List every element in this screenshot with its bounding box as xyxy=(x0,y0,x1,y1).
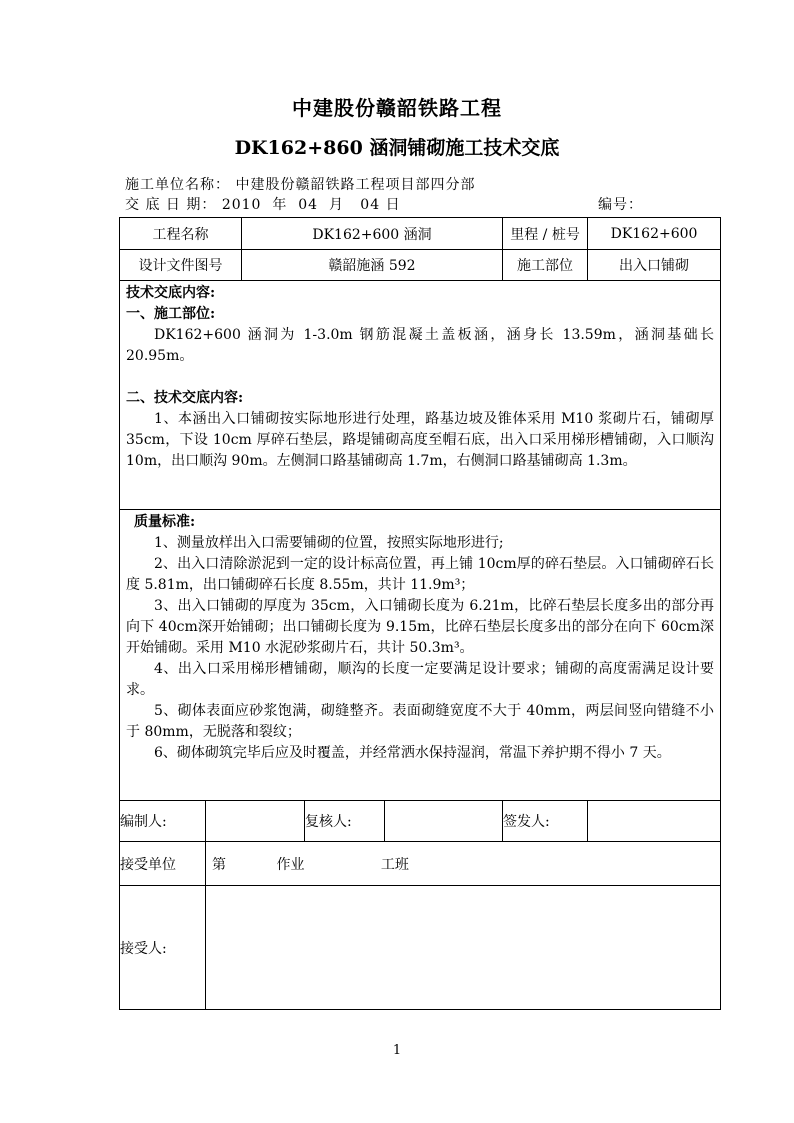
issuer-value xyxy=(588,801,721,842)
handover-date-label: 交 底 日 期： xyxy=(125,197,217,213)
drawing-number-label: 设计文件图号 xyxy=(120,250,242,281)
reviewer-value xyxy=(385,801,503,842)
quality-item: 2、出入口清除淤泥到一定的设计标高位置，再上铺 10cm厚的碎石垫层。入口铺砌碎石长度 5.81m，出口铺砌碎石长度 8.55m，共计 11.9m³； xyxy=(126,556,715,593)
quality-item: 4、出入口采用梯形槽铺砌，顺沟的长度一定要满足设计要求；铺砌的高度需满足设计要求。 xyxy=(126,661,715,698)
quality-standard-title: 质量标准: xyxy=(134,514,196,530)
quality-standard-cell xyxy=(120,510,721,801)
receiver-unit-value xyxy=(206,842,721,886)
receiver-unit-part-2: 作业 xyxy=(276,856,305,873)
mileage-value: DK162+600 xyxy=(588,218,721,250)
section2-title: 二、技术交底内容: xyxy=(126,390,244,406)
section1-title: 一、施工部位: xyxy=(126,306,216,322)
handover-table xyxy=(119,217,721,1010)
reviewer-label: 复核人: xyxy=(305,801,385,842)
receiver-signature-area xyxy=(206,886,721,1010)
construction-unit-row xyxy=(125,174,475,194)
drawing-number-value: 赣韶施涵 592 xyxy=(242,250,503,281)
document-title: 中建股份赣韶铁路工程 xyxy=(292,96,502,120)
page-number: 1 xyxy=(392,1043,402,1058)
construction-part-label: 施工部位 xyxy=(503,250,588,281)
quality-item: 5、砌体表面应砂浆饱满，砌缝整齐。表面砌缝宽度不大于 40mm，两层间竖向错缝不小于 80mm，无脱落和裂纹； xyxy=(126,703,715,740)
section1-text: DK162+600 涵洞为 1-3.0m 钢筋混凝土盖板涵，涵身长 13.59m，涵洞基础长 20.95m。 xyxy=(126,327,715,364)
receiver-unit-label: 接受单位 xyxy=(120,842,206,886)
mileage-label: 里程 / 桩号 xyxy=(503,218,588,250)
project-name-value: DK162+600 涵洞 xyxy=(242,218,503,250)
editor-label: 编制人: xyxy=(120,801,206,842)
quality-item: 3、出入口铺砌的厚度为 35cm，入口铺砌长度为 6.21m，比碎石垫层长度多出的部分再向下 40cm深开始铺砌；出口铺砌长度为 9.15m，比碎石垫层长度多出的部分在向下 60cm深开始铺砌。采用 M10 水泥砂浆砌片石，共计 50.3m³。 xyxy=(126,598,715,656)
receiver-label: 接受人: xyxy=(120,886,206,1010)
construction-part-value: 出入口铺砌 xyxy=(588,250,721,281)
issuer-label: 签发人: xyxy=(503,801,588,842)
handover-date-value: 2010 年 04 月 04 日 xyxy=(221,197,401,213)
receiver-unit-part-3: 工班 xyxy=(380,856,409,873)
section2-text: 1、本涵出入口铺砌按实际地形进行处理，路基边坡及锥体采用 M10 浆砌片石，铺砌厚 35cm，下设 10cm 厚碎石垫层，路堤铺砌高度至帽石底，出入口采用梯形槽铺砌，入口顺沟 10m，出口顺沟 90m。左侧洞口路基铺砌高 1.7m，右侧洞口路基铺砌高 1.3m。 xyxy=(126,411,715,469)
quality-item: 1、测量放样出入口需要铺砌的位置，按照实际地形进行; xyxy=(154,535,504,551)
document-number-label: 编号： xyxy=(598,197,643,213)
project-name-label: 工程名称 xyxy=(120,218,242,250)
construction-unit-label: 施工单位名称： xyxy=(125,177,230,193)
technical-content-heading: 技术交底内容: xyxy=(126,285,216,301)
construction-unit-value: 中建股份赣韶铁路工程项目部四分部 xyxy=(235,177,476,193)
technical-content-cell xyxy=(120,281,721,510)
receiver-unit-part-1: 第 xyxy=(212,856,226,873)
quality-item: 6、砌体砌筑完毕后应及时覆盖，并经常洒水保持湿润，常温下养护期不得小 7 天。 xyxy=(154,745,671,761)
handover-date-row xyxy=(125,194,401,214)
document-subtitle: DK162+860 涵洞铺砌施工技术交底 xyxy=(234,137,560,159)
editor-value xyxy=(206,801,305,842)
